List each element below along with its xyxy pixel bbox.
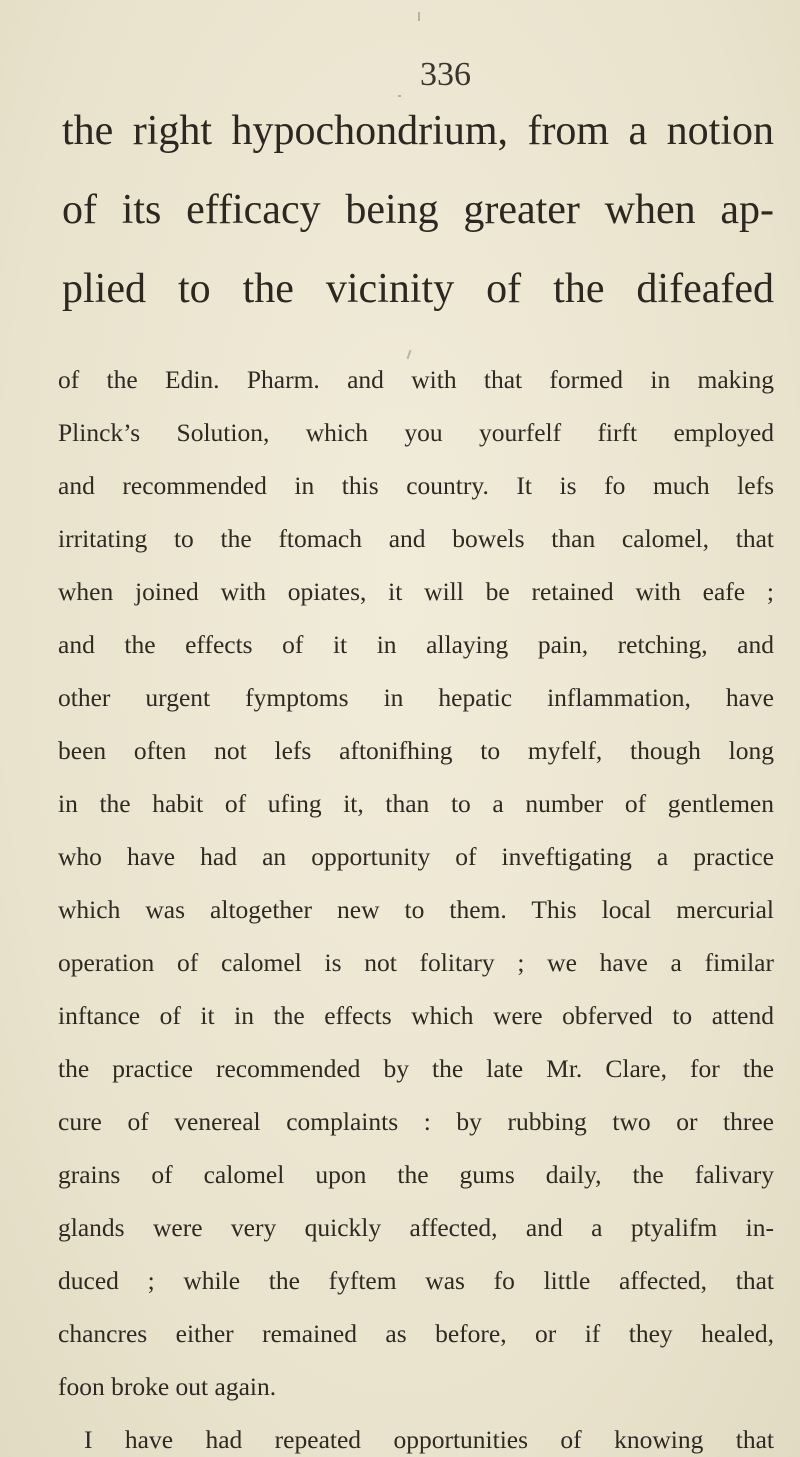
text-line: chancres either remained as before, or if they healed, (58, 1319, 774, 1348)
text-line: when joined with opiates, it will be retained with eafe ; (58, 577, 774, 606)
text-line: cure of venereal complaints : by rubbing two or three (58, 1107, 774, 1136)
text-line: I have had repeated opportunities of knowing that (84, 1425, 774, 1454)
text-line: been often not lefs aftonifhing to myfelf, though long (58, 736, 774, 765)
text-line: who have had an opportunity of inveftigating a practice (58, 842, 774, 871)
text-line: Plinck’s Solution, which you yourfelf firft employed (58, 418, 774, 447)
text-line: and recommended in this country. It is fo much lefs (58, 471, 774, 500)
ink-speck (418, 12, 420, 21)
ink-speck (407, 350, 412, 359)
text-line: the right hypochondrium, from a notion (62, 108, 774, 154)
text-line: in the habit of ufing it, than to a number of gentlemen (58, 789, 774, 818)
text-line: of the Edin. Pharm. and with that formed in making (58, 365, 774, 394)
text-line: and the effects of it in allaying pain, retching, and (58, 630, 774, 659)
text-line: irritating to the ftomach and bowels than calomel, that (58, 524, 774, 553)
text-line: glands were very quickly affected, and a ptyalifm in- (58, 1213, 774, 1242)
text-line: grains of calomel upon the gums daily, the falivary (58, 1160, 774, 1189)
page-number: 336 (420, 56, 471, 93)
text-line: duced ; while the fyftem was fo little affected, that (58, 1266, 774, 1295)
text-line: operation of calomel is not folitary ; we have a fimilar (58, 948, 774, 977)
text-line: of its efficacy being greater when ap- (62, 187, 774, 233)
text-line: other urgent fymptoms in hepatic inflammation, have (58, 683, 774, 712)
ink-speck (398, 95, 401, 97)
text-line: foon broke out again. (58, 1372, 277, 1401)
text-line: plied to the vicinity of the difeafed (62, 266, 774, 312)
text-line: inftance of it in the effects which were obferved to attend (58, 1001, 774, 1030)
text-line: the practice recommended by the late Mr. Clare, for the (58, 1054, 774, 1083)
text-line: which was altogether new to them. This local mercurial (58, 895, 774, 924)
